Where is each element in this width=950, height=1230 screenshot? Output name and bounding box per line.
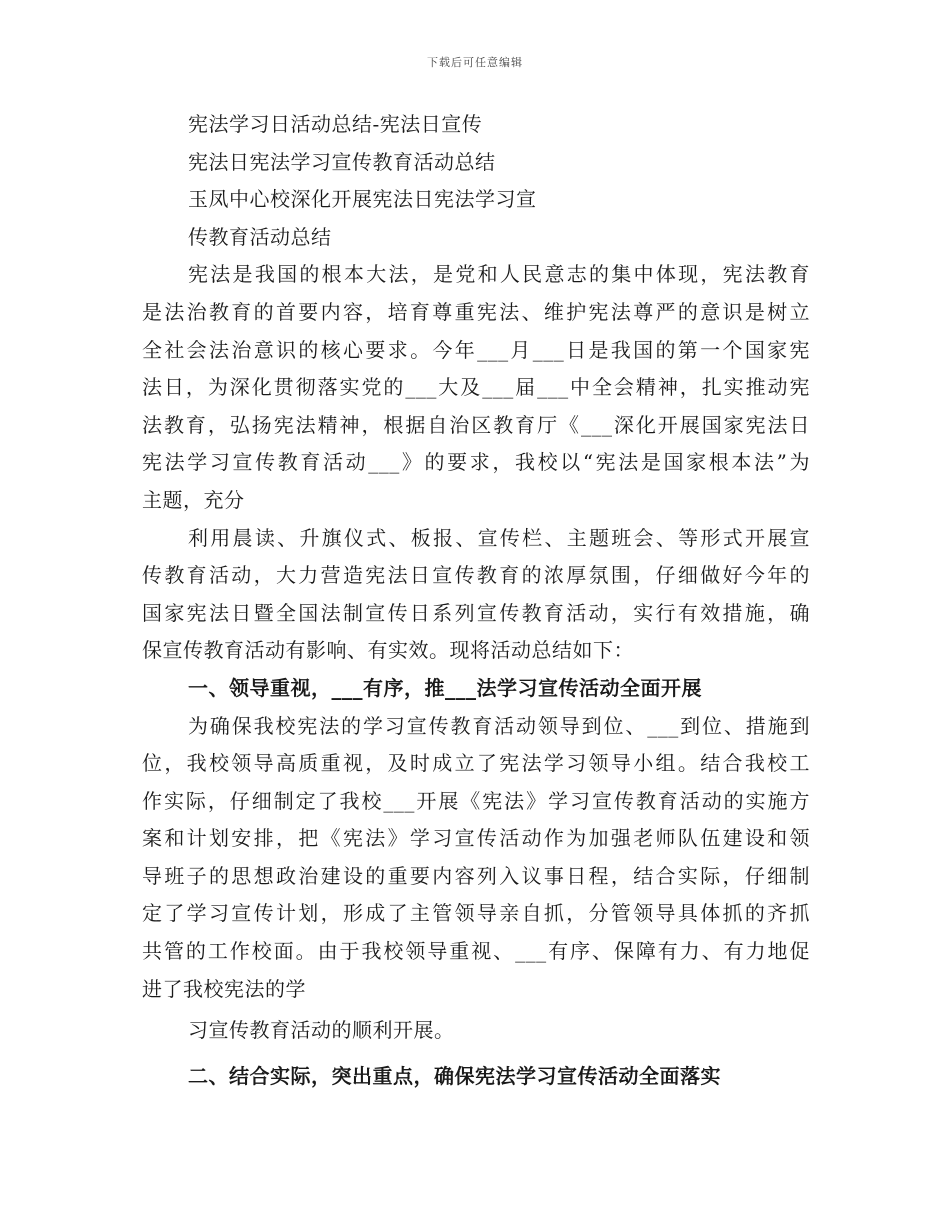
paragraph-line: 作实际，仔细制定了我校___开展《宪法》学习宣传教育活动的实施方 <box>142 788 810 813</box>
paragraph-line: 位，我校领导高质重视，及时成立了宪法学习领导小组。结合我校工 <box>142 751 810 776</box>
document-title <box>142 106 810 256</box>
title-line: 宪法学习日活动总结-宪法日宣传 <box>188 112 483 136</box>
title-line: 传教育活动总结 <box>188 224 332 249</box>
paragraph-line: 利用晨读、升旗仪式、板报、宣传栏、主题班会、等形式开展宣 <box>188 525 810 550</box>
paragraph-line: 法日，为深化贯彻落实党的___大及___届___中全会精神，扎实推动宪 <box>142 375 810 400</box>
paragraph-line: 宪法学习宣传教育活动___》的要求，我校以“宪法是国家根本法”为 <box>142 450 810 475</box>
paragraph-line: 进了我校宪法的学 <box>142 976 306 1001</box>
title-line: 宪法日宪法学习宣传教育活动总结 <box>188 149 496 174</box>
paragraph-activities <box>142 520 810 670</box>
paragraph-line: 主题，充分 <box>142 487 245 512</box>
paragraph-line: 国家宪法日暨全国法制宣传日系列宣传教育活动，实行有效措施，确 <box>142 600 810 625</box>
document-body <box>142 106 810 1095</box>
paragraph-line: 保宣传教育活动有影响、有实效。现将活动总结如下： <box>142 638 634 663</box>
paragraph-line: 法教育，弘扬宪法精神，根据自治区教育厅《___深化开展国家宪法日 <box>142 412 810 437</box>
paragraph-line: 案和计划安排，把《宪法》学习宣传活动作为加强老师队伍建设和领 <box>142 826 810 851</box>
paragraph-intro <box>142 256 810 519</box>
paragraph-line: 宪法是我国的根本大法，是党和人民意志的集中体现，宪法教育 <box>188 262 810 287</box>
page-header-note: 下载后可任意编辑 <box>427 56 523 69</box>
paragraph-closing: 习宣传教育活动的顺利开展。 <box>188 1018 455 1043</box>
paragraph-leadership <box>142 708 810 1009</box>
paragraph-line: 导班子的思想政治建设的重要内容列入议事日程，结合实际，仔细制 <box>142 863 810 888</box>
section-heading-1: 一、领导重视，___有序，推___法学习宣传活动全面开展 <box>188 675 702 700</box>
title-line: 玉凤中心校深化开展宪法日宪法学习宣 <box>188 187 537 212</box>
paragraph-line: 全社会法治意识的核心要求。今年___月___日是我国的第一个国家宪 <box>142 337 810 362</box>
section-heading-2: 二、结合实际，突出重点，确保宪法学习宣传活动全面落实 <box>188 1063 721 1088</box>
paragraph-line: 是法治教育的首要内容，培育尊重宪法、维护宪法尊严的意识是树立 <box>142 299 810 324</box>
paragraph-line: 共管的工作校面。由于我校领导重视、___有序、保障有力、有力地促 <box>142 939 810 964</box>
paragraph-line: 传教育活动，大力营造宪法日宣传教育的浓厚氛围，仔细做好今年的 <box>142 563 810 588</box>
paragraph-line: 定了学习宣传计划，形成了主管领导亲自抓，分管领导具体抓的齐抓 <box>142 901 810 926</box>
paragraph-line: 为确保我校宪法的学习宣传教育活动领导到位、___到位、措施到 <box>188 713 810 738</box>
